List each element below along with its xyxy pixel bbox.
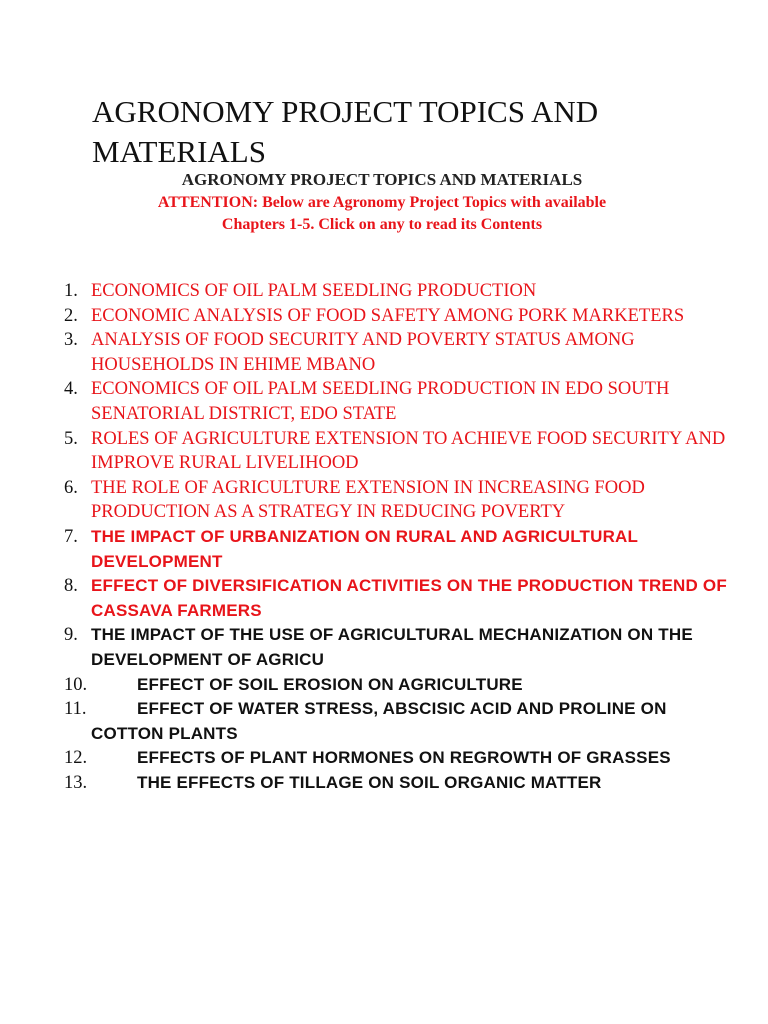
topic-number: 10.	[64, 674, 88, 695]
topic-item-11	[64, 697, 744, 746]
topic-item-2[interactable]	[64, 304, 744, 329]
topic-text: THE EFFECTS OF TILLAGE ON SOIL ORGANIC MATTER	[137, 772, 602, 792]
topic-text: EFFECT OF WATER STRESS, ABSCISIC ACID AND PROLINE ON COTTON PLANTS	[91, 699, 667, 743]
topic-text: EFFECTS OF PLANT HORMONES ON REGROWTH OF GRASSES	[137, 748, 671, 768]
topic-link[interactable]: ECONOMICS OF OIL PALM SEEDLING PRODUCTION IN EDO SOUTH SENATORIAL DISTRICT, EDO STATE	[91, 379, 670, 424]
topic-number: 9.	[64, 625, 78, 646]
intro-block	[92, 168, 672, 236]
topic-link[interactable]: THE IMPACT OF URBANIZATION ON RURAL AND AGRICULTURAL DEVELOPMENT	[91, 526, 638, 571]
topic-item-7[interactable]	[64, 525, 744, 574]
topic-text: THE IMPACT OF THE USE OF AGRICULTURAL MECHANIZATION ON THE DEVELOPMENT OF AGRICU	[91, 625, 693, 669]
topic-link[interactable]: THE ROLE OF AGRICULTURE EXTENSION IN INCREASING FOOD PRODUCTION AS A STRATEGY IN REDUCING POVERTY	[91, 477, 645, 523]
topic-item-5[interactable]	[64, 427, 744, 476]
topic-number: 5.	[64, 428, 78, 449]
topic-text: EFFECT OF SOIL EROSION ON AGRICULTURE	[137, 674, 523, 694]
topic-link[interactable]: ANALYSIS OF FOOD SECURITY AND POVERTY STATUS AMONG HOUSEHOLDS IN EHIME MBANO	[91, 330, 635, 375]
topic-number: 11.	[64, 699, 87, 720]
topic-number: 7.	[64, 526, 78, 547]
topic-link[interactable]: EFFECT OF DIVERSIFICATION ACTIVITIES ON THE PRODUCTION TREND OF CASSAVA FARMERS	[91, 576, 727, 620]
attention-line-1: ATTENTION: Below are Agronomy Project Topics with available	[157, 194, 607, 211]
topic-link[interactable]: ECONOMICS OF OIL PALM SEEDLING PRODUCTION	[91, 281, 537, 301]
topic-number: 3.	[64, 330, 78, 351]
topic-number: 8.	[64, 576, 78, 597]
topic-number: 2.	[64, 305, 78, 326]
topic-item-4[interactable]	[64, 377, 744, 426]
page-subtitle: AGRONOMY PROJECT TOPICS AND MATERIALS	[181, 170, 583, 189]
topic-number: 4.	[64, 379, 78, 400]
page-title: AGRONOMY PROJECT TOPICS AND MATERIALS	[92, 94, 599, 169]
topic-link[interactable]: ROLES OF AGRICULTURE EXTENSION TO ACHIEVE FOOD SECURITY AND IMPROVE RURAL LIVELIHOOD	[91, 428, 726, 474]
topic-number: 13.	[64, 772, 88, 793]
topic-number: 12.	[64, 748, 88, 769]
topic-item-8[interactable]	[64, 574, 744, 623]
topic-item-6[interactable]	[64, 476, 744, 525]
topic-item-12	[64, 746, 744, 771]
topic-number: 1.	[64, 281, 78, 301]
topic-item-13	[64, 771, 744, 796]
attention-line-2: Chapters 1-5. Click on any to read its Contents	[221, 216, 543, 233]
topic-link[interactable]: ECONOMIC ANALYSIS OF FOOD SAFETY AMONG PORK MARKETERS	[91, 305, 685, 326]
topic-item-3[interactable]	[64, 328, 744, 377]
topic-item-1[interactable]	[64, 279, 744, 304]
topic-item-9	[64, 623, 744, 672]
topic-number: 6.	[64, 477, 78, 498]
topic-list	[64, 279, 744, 795]
topic-item-10	[64, 673, 744, 698]
